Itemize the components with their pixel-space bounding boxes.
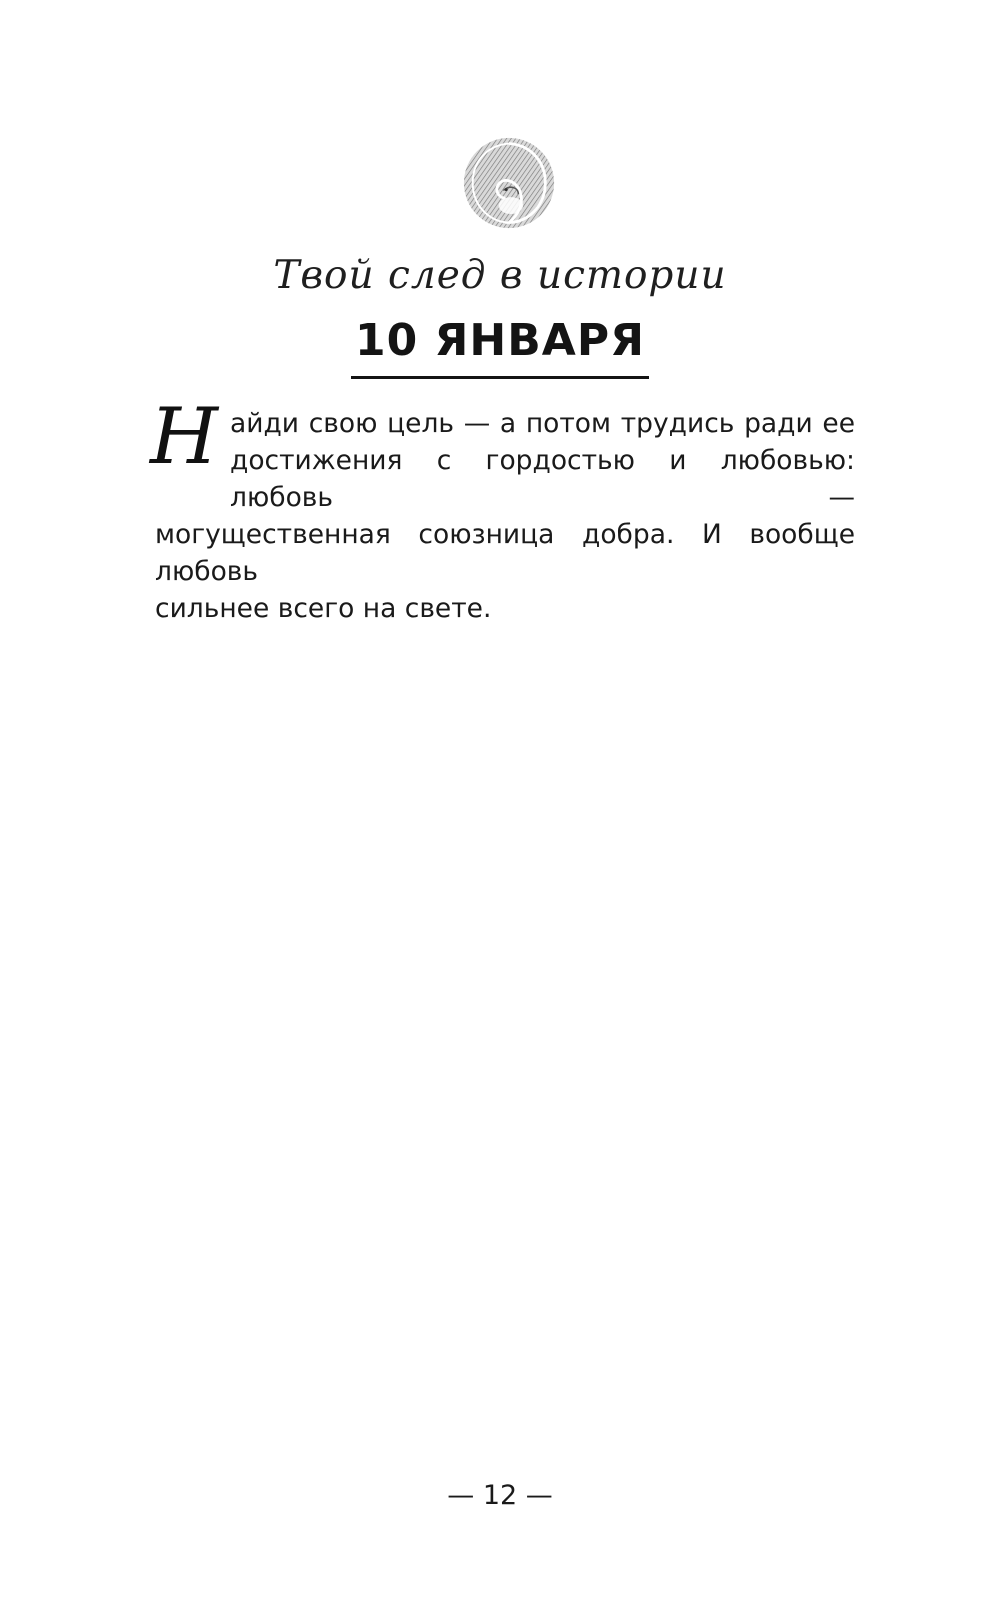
page-number: — 12 — [447, 1480, 553, 1511]
crane-emblem-icon [462, 136, 556, 230]
paragraph-line: достижения с гордостью и любовью: любовь — [230, 445, 855, 513]
paragraph-line: сильнее всего на свете. [155, 593, 492, 624]
date-heading-text: 10 ЯНВАРЯ [351, 312, 649, 379]
series-title: Твой след в истории [273, 253, 727, 298]
date-heading [0, 312, 1000, 379]
paragraph-line: могущественная союзница добра. И вообще любовь [155, 519, 855, 587]
article-paragraph [155, 405, 855, 627]
paragraph-line: айди свою цель — а потом трудись ради ее [230, 408, 855, 439]
dropcap-letter: Н [150, 392, 219, 482]
